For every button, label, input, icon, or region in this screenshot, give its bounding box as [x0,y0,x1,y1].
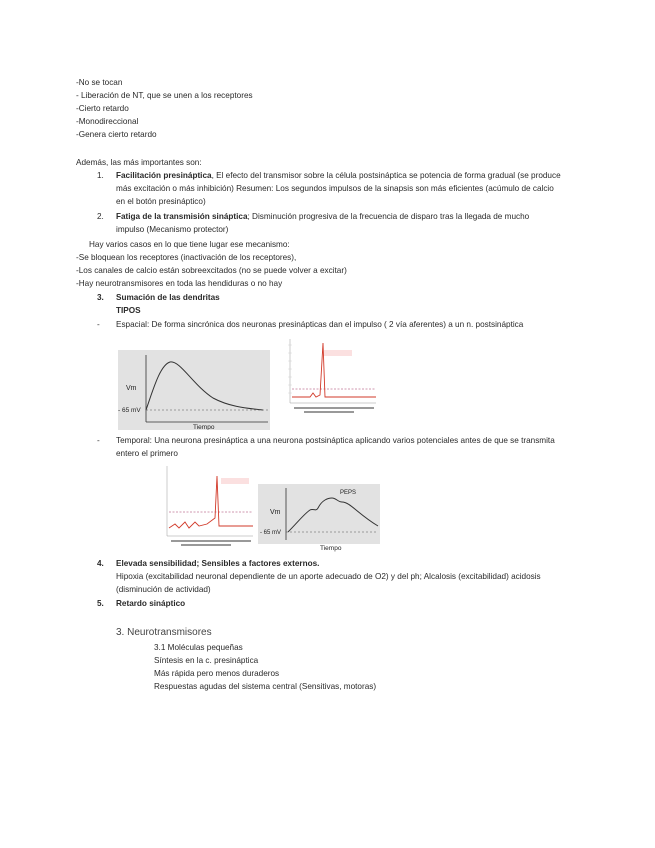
item5-title: Retardo sináptico [116,599,186,608]
item1-line1 [116,171,561,181]
epsp-right-rest-label: - 65 mV [260,530,282,536]
intro-item-4: -Monodireccional [76,117,139,126]
temporal-line1: Temporal: Una neurona presináptica a una neurona postsináptica aplicando varios potenciales antes de que se transmita [116,436,555,445]
mechanism-case-3: -Hay neurotransmisores en toda las hendiduras o no hay [76,279,283,288]
item2-number: 2. [97,212,104,221]
section3-heading: 3. Neurotransmisores [116,627,212,638]
ademas-text: Además, las más importantes son: [76,158,202,167]
intro-item-2: - Liberación de NT, que se unen a los receptores [76,91,253,100]
section3-line-3: Más rápida pero menos duraderos [154,669,280,678]
tipos-label: TIPOS [116,306,141,315]
item5-number: 5. [97,599,104,608]
item4-line1: Hipoxia (excitabilidad neuronal dependiente de un aporte adecuado de O2) y del ph; Alcalosis (excitabilidad) acidosis [116,572,541,581]
section3-line-1: 3.1 Moléculas pequeñas [154,643,243,652]
item3-number: 3. [97,293,104,302]
mechanism-case-1: -Se bloquean los receptores (inactivación de los receptores), [76,253,297,262]
temporal-line2: entero el primero [116,449,178,458]
item2-line2: impulso (Mecanismo protector) [116,225,229,234]
intro-item-3: -Cierto retardo [76,104,129,113]
epsp-left-rest-label: - 65 mV [118,407,141,414]
item4-number: 4. [97,559,104,568]
intro-item-5: -Genera cierto retardo [76,130,157,139]
section3-line-2: Síntesis en la c. presináptica [154,656,259,665]
item2-text: ; Disminución progresiva de la frecuencia de disparo tras la llegada de mucho [247,212,530,221]
epsp-left-vm-label: Vm [126,385,137,392]
item1-title: Facilitación presináptica [116,171,212,180]
action-potential-figure-spatial [280,335,380,415]
item4-line2: (disminución de actividad) [116,585,211,594]
item1-line3: en el botón presináptico) [116,197,206,206]
temporal-dash: - [97,436,100,445]
action-potential-figure-temporal [157,462,257,552]
espacial-dash: - [97,320,100,329]
section3-line-4: Respuestas agudas del sistema central (Sensitivas, motoras) [154,682,377,691]
item1-number: 1. [97,171,104,180]
epsp-figure-left [118,350,270,430]
epsp-right-vm-label: Vm [270,509,281,516]
epsp-figure-right [258,484,380,552]
epsp-left-time-label: Tiempo [193,424,215,430]
item1-text: , El efecto del transmisor sobre la célula postsináptica se potencia de forma gradual (se produce [211,171,561,180]
epsp-right-time-label: Tiempo [320,545,342,552]
item1-line2: más excitación o más inhibición) Resumen: Los segundos impulsos de la sinapsis son más eficientes (acúmulo de calcio [116,184,554,193]
epsp-right-peps-label: PEPS [340,490,357,496]
item2-line1 [116,212,529,222]
mechanism-intro: Hay varios casos en lo que tiene lugar ese mecanismo: [89,240,290,249]
item3-title: Sumación de las dendritas [116,293,220,302]
item4-title: Elevada sensibilidad; Sensibles a factores externos. [116,559,320,568]
espacial-text: Espacial: De forma sincrónica dos neuronas presinápticas dan el impulso ( 2 vía aferentes) a un n. postsináptica [116,320,524,329]
mechanism-case-2: -Los canales de calcio están sobreexcitados (no se puede volver a excitar) [76,266,347,275]
item2-title: Fatiga de la transmisión sináptica [116,212,248,221]
intro-item-1: -No se tocan [76,78,123,87]
